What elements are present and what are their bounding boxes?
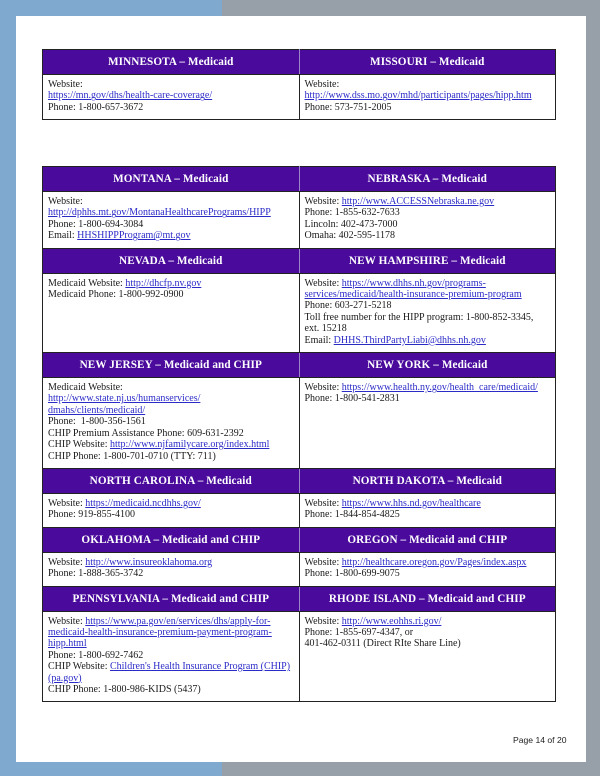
chip-phone-text: CHIP Phone: 1-800-701-0710 (TTY: 711) bbox=[48, 450, 216, 462]
state-header-montana: MONTANA – Medicaid bbox=[43, 167, 300, 192]
pennsylvania-chip-website-link-part1[interactable]: Children's Health Insurance Program (CHIP) bbox=[109, 661, 291, 673]
new-hampshire-email-link[interactable]: DHHS.ThirdPartyLiabi@dhhs.nh.gov bbox=[333, 334, 486, 346]
page-number: Page 14 of 20 bbox=[513, 735, 567, 745]
pennsylvania-chip-website-link-part2[interactable]: (pa.gov) bbox=[48, 672, 82, 684]
state-cell-north-carolina bbox=[43, 493, 300, 527]
new-hampshire-website-link-part2[interactable]: services/medicaid/health-insurance-premium-program bbox=[304, 289, 522, 301]
pennsylvania-website-link-part3[interactable]: hipp.html bbox=[48, 638, 87, 650]
phone-text: Phone: 1-855-697-4347, or bbox=[304, 626, 414, 638]
state-cell-missouri bbox=[299, 75, 556, 120]
phone-text: Phone: 1-800-657-3672 bbox=[48, 101, 144, 113]
chip-website-label: CHIP Website: bbox=[48, 661, 110, 673]
chip-phone-text: CHIP Phone: 1-800-986-KIDS (5437) bbox=[48, 683, 201, 695]
chip-website-label: CHIP Website: bbox=[48, 439, 110, 451]
phone-text: Phone: 1-800-692-7462 bbox=[48, 649, 144, 661]
website-label: Medicaid Website: bbox=[48, 277, 126, 289]
lincoln-phone-text: Lincoln: 402-473-7000 bbox=[304, 218, 398, 230]
omaha-phone-text: Omaha: 402-595-1178 bbox=[304, 230, 395, 242]
state-cell-new-hampshire bbox=[299, 273, 556, 352]
nebraska-website-link[interactable]: http://www.ACCESSNebraska.ne.gov bbox=[341, 196, 495, 207]
phone-text: Phone: 573-751-2005 bbox=[304, 101, 392, 113]
state-body-row bbox=[43, 75, 556, 120]
state-header-row bbox=[43, 468, 556, 493]
new-jersey-chip-website-link[interactable]: http://www.njfamilycare.org/index.html bbox=[109, 439, 270, 451]
website-label: Website: bbox=[304, 615, 342, 627]
oklahoma-website-link[interactable]: http://www.insureoklahoma.org bbox=[85, 556, 213, 568]
phone-text: Phone: 1-888-365-3742 bbox=[48, 568, 144, 580]
website-label: Website: bbox=[304, 79, 340, 90]
nevada-website-link[interactable]: http://dhcfp.nv.gov bbox=[125, 277, 202, 289]
state-header-row bbox=[43, 527, 556, 552]
tollfree-text: Toll free number for the HIPP program: 1-800-852-3345, ext. 15218 bbox=[304, 311, 534, 335]
state-cell-oklahoma bbox=[43, 552, 300, 586]
pennsylvania-website-link-part1[interactable]: https://www.pa.gov/en/services/dhs/apply-for- bbox=[85, 615, 271, 627]
state-body-row bbox=[43, 192, 556, 249]
state-header-minnesota: MINNESOTA – Medicaid bbox=[43, 50, 300, 75]
phone-text: Phone: 603-271-5218 bbox=[304, 300, 392, 312]
phone-text: Phone: 1-844-854-4825 bbox=[304, 509, 400, 521]
state-body-row bbox=[43, 611, 556, 702]
state-header-row bbox=[43, 167, 556, 192]
state-body-row bbox=[43, 552, 556, 586]
phone-text: Phone: 1-800-541-2831 bbox=[304, 393, 400, 405]
state-header-new-hampshire: NEW HAMPSHIRE – Medicaid bbox=[299, 248, 556, 273]
state-contacts-table-2 bbox=[42, 166, 556, 702]
chip-premium-phone-text: CHIP Premium Assistance Phone: 609-631-2392 bbox=[48, 427, 244, 439]
state-cell-nebraska bbox=[299, 192, 556, 249]
state-header-new-jersey: NEW JERSEY – Medicaid and CHIP bbox=[43, 353, 300, 378]
website-label: Website: bbox=[304, 196, 342, 207]
alt-phone-text: 401-462-0311 (Direct RIte Share Line) bbox=[304, 638, 461, 650]
new-jersey-website-link-part1[interactable]: http://www.state.nj.us/humanservices/ bbox=[48, 393, 201, 405]
email-label: Email: bbox=[48, 230, 78, 242]
state-body-row bbox=[43, 273, 556, 352]
phone-text: Phone: 919-855-4100 bbox=[48, 509, 135, 521]
north-carolina-website-link[interactable]: https://medicaid.ncdhhs.gov/ bbox=[85, 497, 201, 509]
minnesota-website-link[interactable]: https://mn.gov/dhs/health-care-coverage/ bbox=[48, 90, 213, 102]
state-cell-rhode-island bbox=[299, 611, 556, 702]
website-label: Website: bbox=[48, 196, 83, 207]
website-label: Website: bbox=[48, 497, 86, 509]
state-header-nevada: NEVADA – Medicaid bbox=[43, 248, 300, 273]
state-header-row bbox=[43, 248, 556, 273]
state-cell-new-york bbox=[299, 378, 556, 469]
phone-text: Phone: 1-800-694-3084 bbox=[48, 218, 144, 230]
new-york-website-link[interactable]: https://www.health.ny.gov/health_care/medicaid/ bbox=[341, 382, 538, 394]
website-label: Website: bbox=[304, 277, 342, 289]
state-contacts-table-1 bbox=[42, 49, 556, 120]
state-header-rhode-island: RHODE ISLAND – Medicaid and CHIP bbox=[299, 586, 556, 611]
phone-text: Phone: 1-800-699-9075 bbox=[304, 568, 400, 580]
state-header-nebraska: NEBRASKA – Medicaid bbox=[299, 167, 556, 192]
state-cell-oregon bbox=[299, 552, 556, 586]
state-cell-north-dakota bbox=[299, 493, 556, 527]
phone-text: Phone: 1-800-356-1561 bbox=[48, 416, 146, 428]
phone-text: Medicaid Phone: 1-800-992-0900 bbox=[48, 289, 184, 301]
website-label: Medicaid Website: bbox=[48, 382, 123, 394]
website-label: Website: bbox=[48, 79, 83, 90]
state-header-missouri: MISSOURI – Medicaid bbox=[299, 50, 556, 75]
oregon-website-link[interactable]: http://healthcare.oregon.gov/Pages/index.aspx bbox=[341, 556, 527, 568]
phone-text: Phone: 1-855-632-7633 bbox=[304, 207, 400, 219]
state-header-north-dakota: NORTH DAKOTA – Medicaid bbox=[299, 468, 556, 493]
state-header-oregon: OREGON – Medicaid and CHIP bbox=[299, 527, 556, 552]
state-header-row bbox=[43, 353, 556, 378]
website-label: Website: bbox=[304, 382, 342, 394]
pennsylvania-website-link-part2[interactable]: medicaid-health-insurance-premium-payment-program- bbox=[48, 626, 272, 638]
state-header-pennsylvania: PENNSYLVANIA – Medicaid and CHIP bbox=[43, 586, 300, 611]
montana-website-link[interactable]: http://dphhs.mt.gov/MontanaHealthcarePrograms/HIPP bbox=[48, 207, 271, 219]
state-cell-minnesota bbox=[43, 75, 300, 120]
email-label: Email: bbox=[304, 334, 334, 346]
state-body-row bbox=[43, 378, 556, 469]
state-cell-new-jersey bbox=[43, 378, 300, 469]
montana-email-link[interactable]: HHSHIPPProgram@mt.gov bbox=[77, 230, 191, 242]
missouri-website-link[interactable]: http://www.dss.mo.gov/mhd/participants/pages/hipp.htm bbox=[304, 90, 532, 102]
state-cell-pennsylvania bbox=[43, 611, 300, 702]
state-header-row bbox=[43, 586, 556, 611]
new-hampshire-website-link-part1[interactable]: https://www.dhhs.nh.gov/programs- bbox=[341, 277, 486, 289]
state-cell-montana bbox=[43, 192, 300, 249]
website-label: Website: bbox=[48, 615, 86, 627]
website-label: Website: bbox=[304, 556, 342, 568]
state-body-row bbox=[43, 493, 556, 527]
document-page bbox=[16, 16, 586, 762]
state-cell-nevada bbox=[43, 273, 300, 352]
state-header-new-york: NEW YORK – Medicaid bbox=[299, 353, 556, 378]
state-header-row bbox=[43, 50, 556, 75]
state-header-north-carolina: NORTH CAROLINA – Medicaid bbox=[43, 468, 300, 493]
rhode-island-website-link[interactable]: http://www.eohhs.ri.gov/ bbox=[341, 615, 442, 627]
state-header-oklahoma: OKLAHOMA – Medicaid and CHIP bbox=[43, 527, 300, 552]
website-label: Website: bbox=[48, 556, 86, 568]
north-dakota-website-link[interactable]: https://www.hhs.nd.gov/healthcare bbox=[341, 497, 481, 509]
new-jersey-website-link-part2[interactable]: dmahs/clients/medicaid/ bbox=[48, 404, 146, 416]
website-label: Website: bbox=[304, 497, 342, 509]
